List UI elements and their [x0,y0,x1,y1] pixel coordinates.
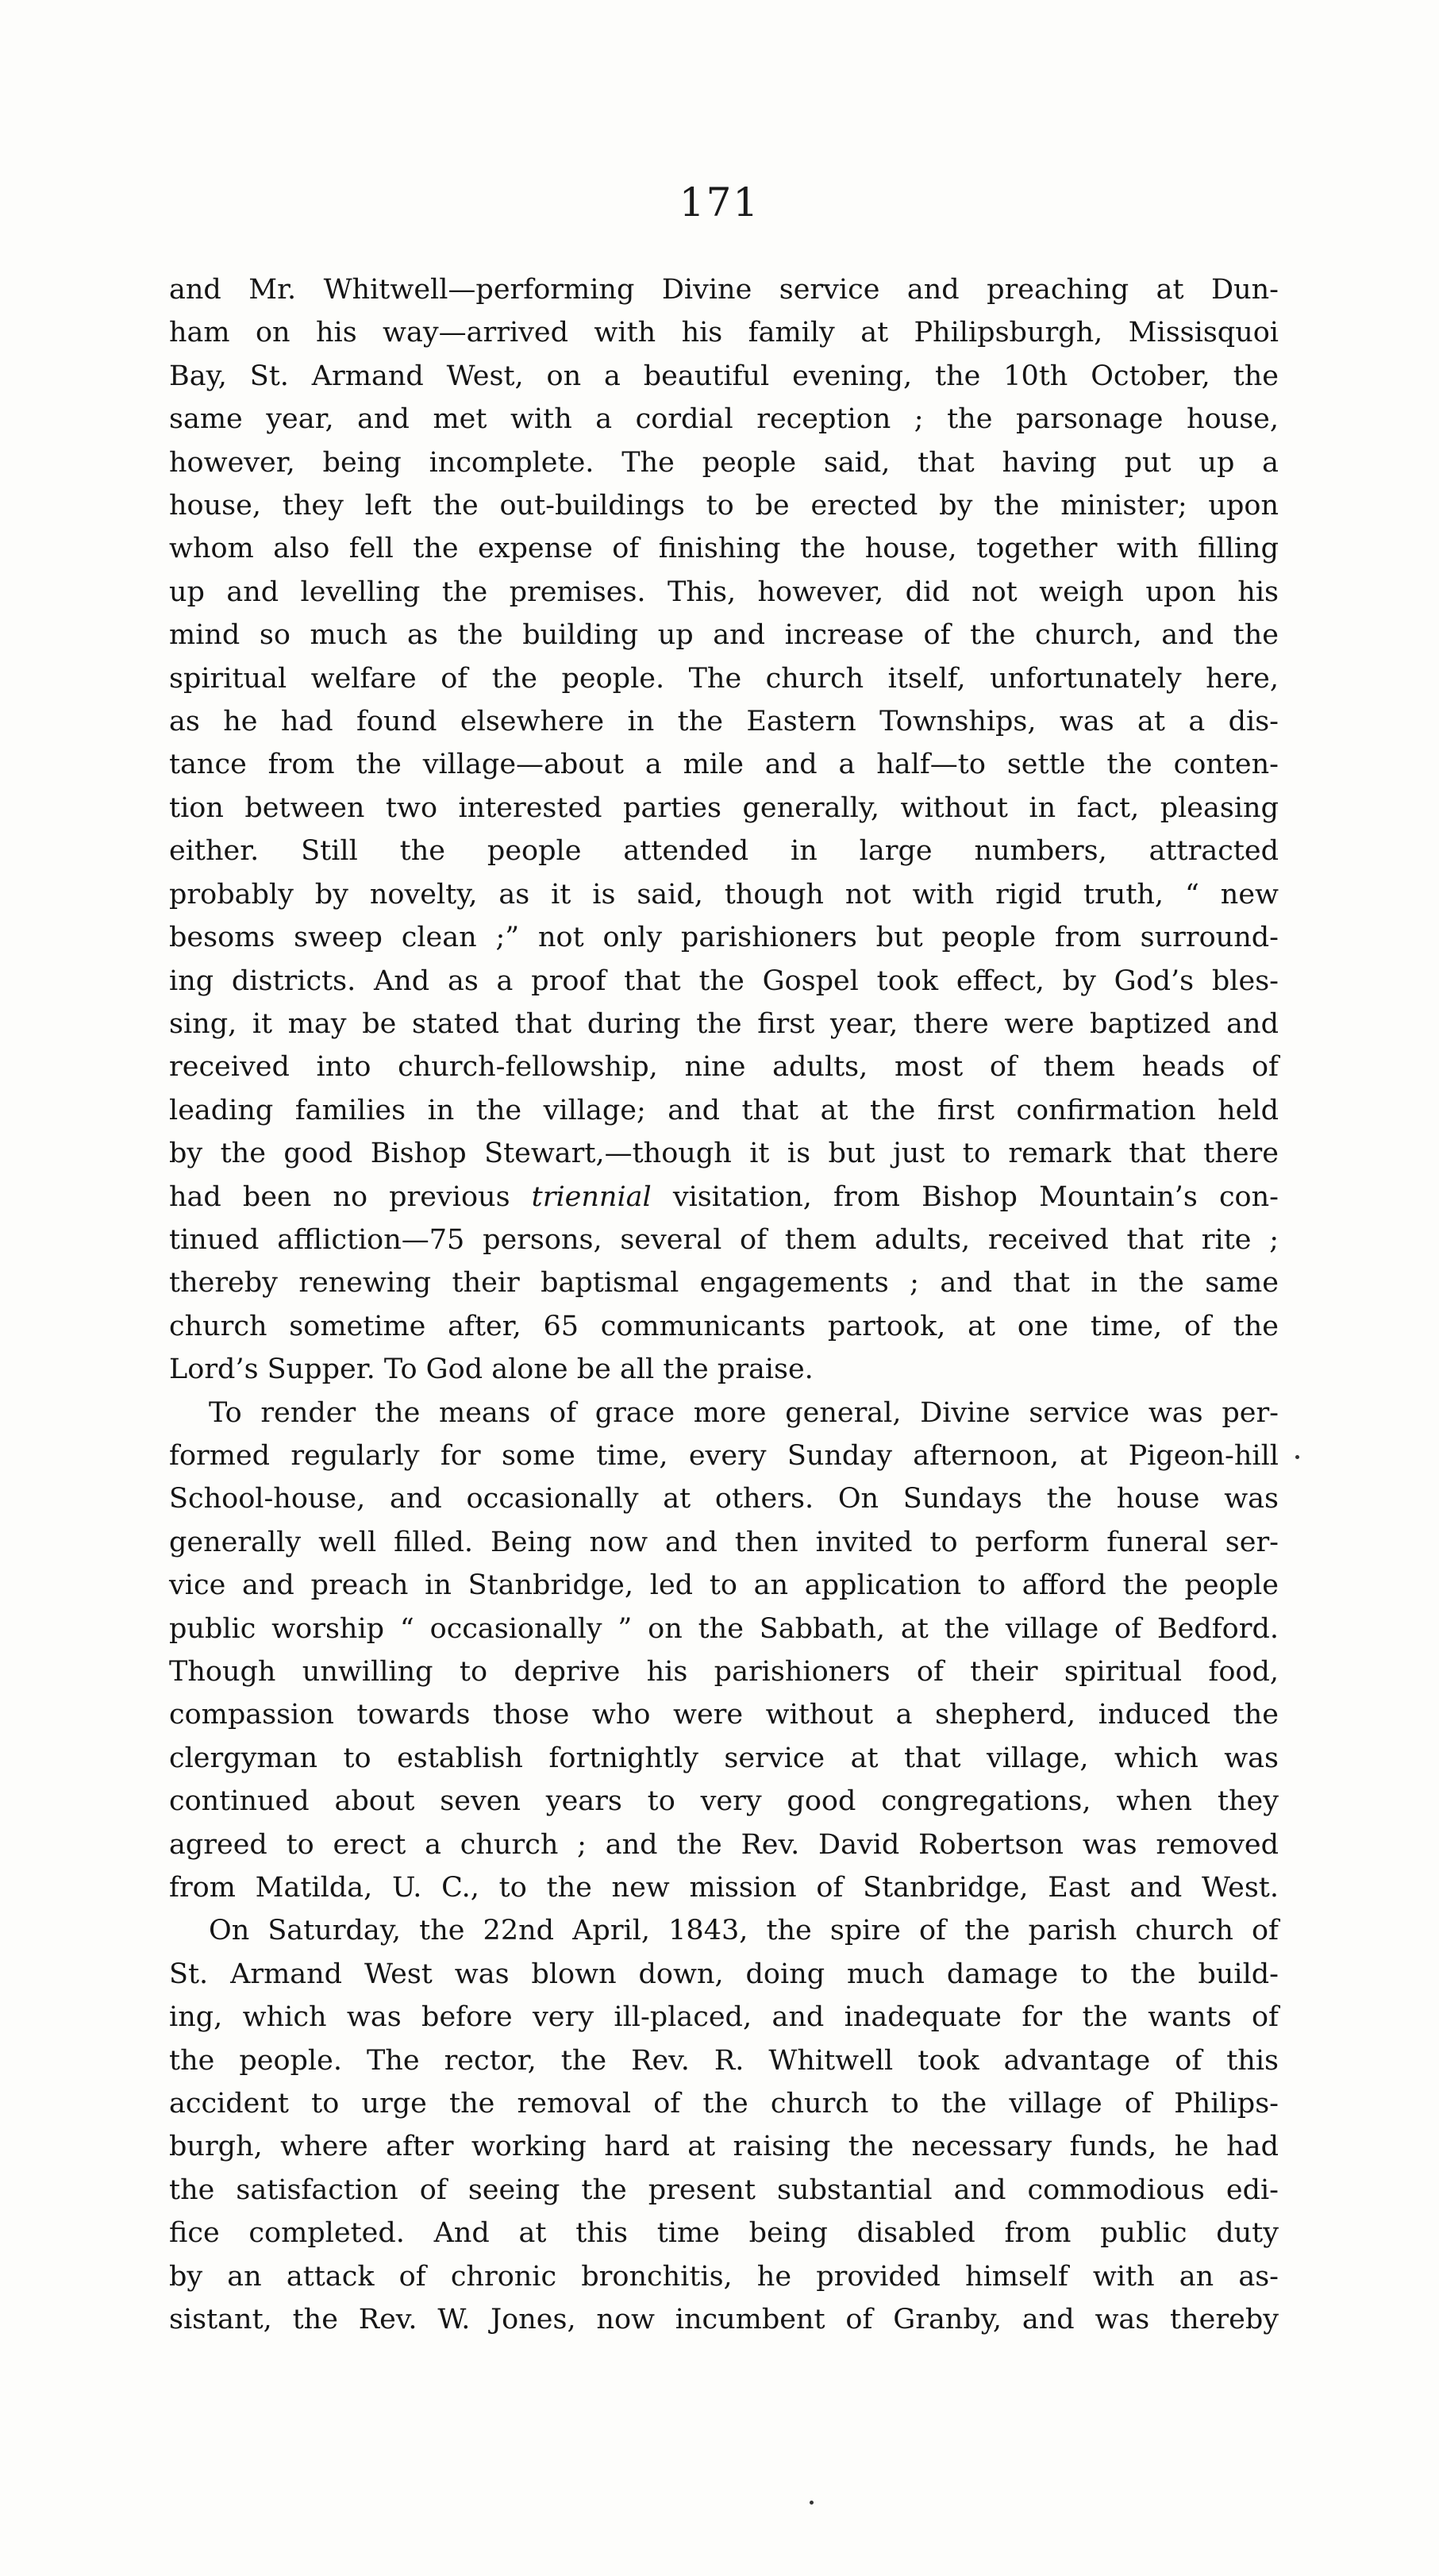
text-line: spiritual welfare of the people. The church itself, unfortunately here, [169,662,1279,695]
text-line: whom also fell the expense of finishing the house, together with filling [169,533,1279,565]
text-line: St. Armand West was blown down, doing much damage to the build- [169,1958,1279,1990]
text-line: compassion towards those who were without a shepherd, induced the [169,1699,1279,1731]
text-line: by an attack of chronic bronchitis, he provided himself with an as- [169,2260,1279,2293]
text-line: by the good Bishop Stewart,—though it is but just to remark that there [169,1138,1279,1170]
print-speck [1295,1455,1299,1459]
text-line: probably by novelty, as it is said, though not with rigid truth, “ new [169,878,1279,911]
text-line: burgh, where after working hard at raising the necessary funds, he had [169,2131,1279,2163]
text-line: tance from the village—about a mile and a half—to settle the conten- [169,749,1279,781]
text-line: the people. The rector, the Rev. R. Whitwell took advantage of this [169,2044,1279,2077]
text-line: accident to urge the removal of the church to the village of Philips- [169,2088,1279,2120]
text-line: Though unwilling to deprive his parishioners of their spiritual food, [169,1656,1279,1688]
text-line: ham on his way—arrived with his family at Philipsburgh, Missisquoi [169,317,1279,349]
text-line: ing districts. And as a proof that the Gospel took effect, by God’s bles- [169,965,1279,997]
text-line: vice and preach in Stanbridge, led to an application to afford the people [169,1569,1279,1602]
text-line: leading families in the village; and that at the first confirmation held [169,1094,1279,1126]
text-line: sing, it may be stated that during the first year, there were baptized and [169,1007,1279,1040]
text-line: same year, and met with a cordial reception ; the parsonage house, [169,403,1279,436]
text-line: Bay, St. Armand West, on a beautiful evening, the 10th October, the [169,360,1279,392]
text-line: mind so much as the building up and increase of the church, and the [169,619,1279,652]
text-line: School-house, and occasionally at others. On Sundays the house was [169,1483,1279,1515]
text-line: continued about seven years to very good congregations, when they [169,1785,1279,1818]
text-line: clergyman to establish fortnightly service at that village, which was [169,1742,1279,1774]
text-line: sistant, the Rev. W. Jones, now incumbent of Granby, and was thereby [169,2304,1279,2336]
text-line: formed regularly for some time, every Sunday afternoon, at Pigeon-hill [169,1439,1279,1472]
text-line-with-italic [169,1176,1279,1219]
text-line: however, being incomplete. The people said, that having put up a [169,446,1279,479]
text-line: thereby renewing their baptismal engagements ; and that in the same [169,1267,1279,1300]
text-line: tinued affliction—75 persons, several of them adults, received that rite ; [169,1223,1279,1256]
text-line: generally well filled. Being now and then invited to perform funeral ser- [169,1526,1279,1558]
paragraph-1 [169,268,1279,1392]
page-number: 171 [679,179,760,225]
text-line: from Matilda, U. C., to the new mission of Stanbridge, East and West. [169,1872,1279,1904]
text-line: the satisfaction of seeing the present substantial and commodious edi- [169,2174,1279,2206]
text-line: To render the means of grace more general, Divine service was per- [209,1396,1279,1429]
text-segment: visitation, from Bishop Mountain’s con- [672,1180,1279,1213]
print-speck [810,2501,814,2505]
text-line: tion between two interested parties generally, without in fact, pleasing [169,791,1279,824]
text-line: up and levelling the premises. This, however, did not weigh upon his [169,576,1279,608]
body-text [169,268,1279,2342]
text-line: and Mr. Whitwell—performing Divine service and preaching at Dun- [169,274,1279,306]
text-line: Lord’s Supper. To God alone be all the praise. [169,1353,814,1386]
text-line: ing, which was before very ill-placed, and inadequate for the wants of [169,2001,1279,2034]
text-line: as he had found elsewhere in the Eastern Townships, was at a dis- [169,706,1279,738]
text-line: besoms sweep clean ;” not only parishioners but people from surround- [169,922,1279,954]
text-line: public worship “ occasionally ” on the Sabbath, at the village of Bedford. [169,1612,1279,1645]
text-line: house, they left the out-buildings to be erected by the minister; upon [169,490,1279,522]
text-line: agreed to erect a church ; and the Rev. David Robertson was removed [169,1828,1279,1861]
text-line: received into church-fellowship, nine adults, most of them heads of [169,1051,1279,1084]
italic-word: triennial [531,1180,652,1213]
text-line: fice completed. And at this time being disabled from public duty [169,2217,1279,2250]
text-line: On Saturday, the 22nd April, 1843, the spire of the parish church of [209,1915,1279,1947]
text-segment: had been no previous [169,1180,510,1213]
text-line: church sometime after, 65 communicants partook, at one time, of the [169,1310,1279,1342]
paragraph-2 [169,1392,1279,1910]
text-line: either. Still the people attended in large numbers, attracted [169,835,1279,868]
paragraph-3 [169,1909,1279,2341]
